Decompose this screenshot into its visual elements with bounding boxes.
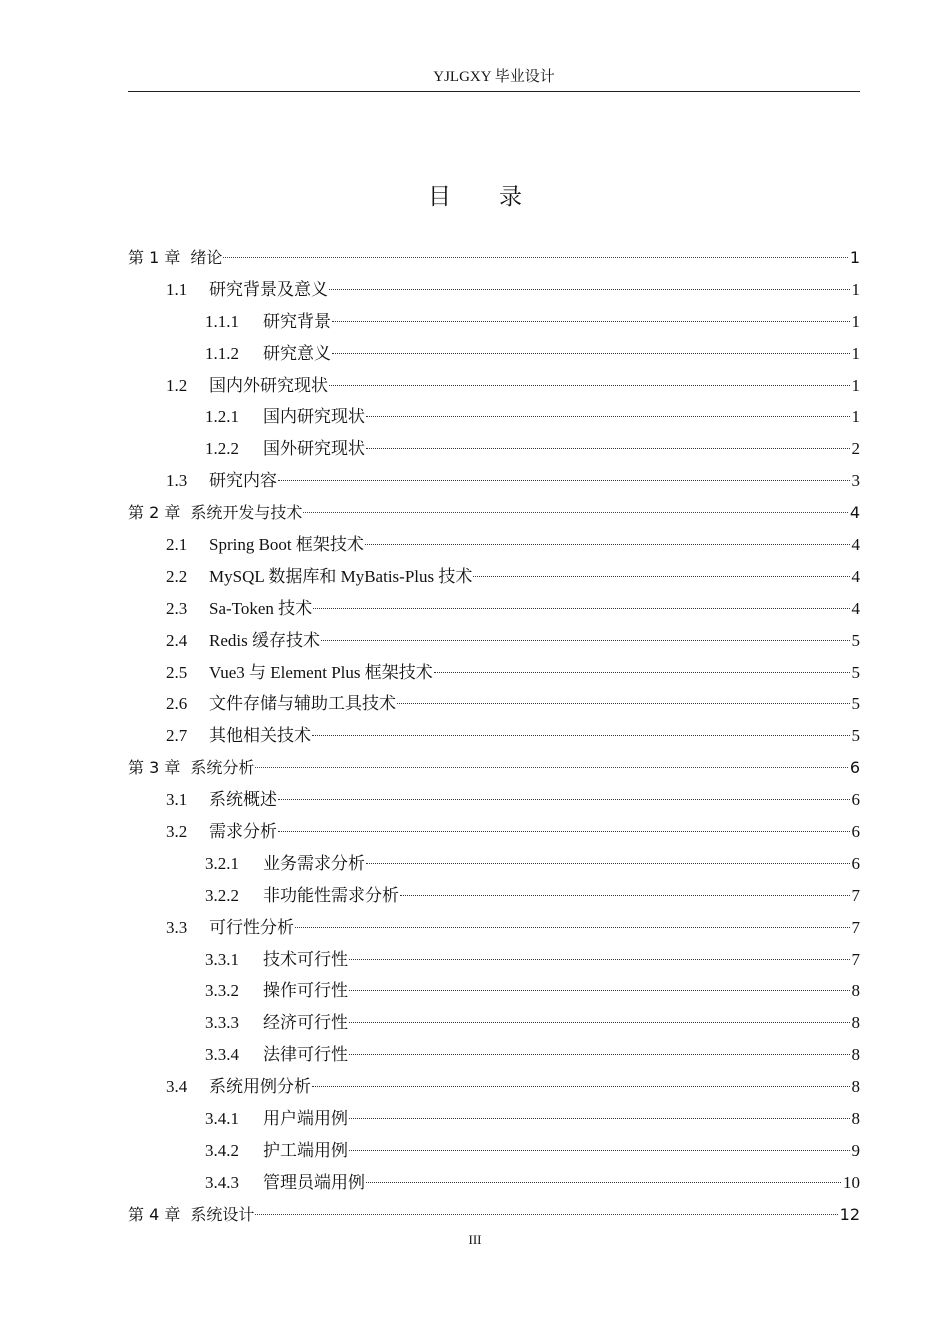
table-of-contents bbox=[128, 242, 860, 1231]
toc-entry-number: 3.3 bbox=[166, 917, 188, 937]
toc-entry-label: 需求分析 bbox=[209, 822, 277, 842]
toc-entry-number: 第 1 章 bbox=[128, 248, 181, 267]
toc-entry-label: 经济可行性 bbox=[263, 1013, 348, 1033]
toc-entry-label: 用户端用例 bbox=[263, 1109, 348, 1129]
toc-entry-page: 12 bbox=[839, 1204, 860, 1224]
toc-entry-label: 系统概述 bbox=[209, 790, 277, 810]
toc-entry-number: 1.3 bbox=[166, 471, 188, 491]
toc-entry[interactable] bbox=[128, 784, 860, 816]
toc-entry-number: 2.3 bbox=[166, 598, 188, 618]
toc-leader-dots bbox=[349, 959, 850, 960]
toc-leader-dots bbox=[223, 257, 847, 258]
toc-entry-label: 业务需求分析 bbox=[263, 853, 365, 873]
toc-entry-page: 2 bbox=[851, 439, 860, 459]
toc-entry-number: 2.4 bbox=[166, 630, 188, 650]
toc-entry-page: 7 bbox=[851, 885, 860, 905]
toc-entry-label: 操作可行性 bbox=[263, 981, 348, 1001]
toc-entry-label: 研究内容 bbox=[209, 471, 277, 491]
toc-entry-page: 6 bbox=[851, 790, 860, 810]
toc-entry-label: 研究背景及意义 bbox=[209, 279, 328, 299]
toc-leader-dots bbox=[255, 767, 847, 768]
toc-entry[interactable] bbox=[128, 1103, 860, 1135]
toc-entry[interactable] bbox=[128, 242, 860, 274]
toc-leader-dots bbox=[329, 385, 850, 386]
toc-leader-dots bbox=[329, 289, 850, 290]
toc-leader-dots bbox=[434, 672, 850, 673]
toc-entry-number: 3.4.2 bbox=[205, 1140, 239, 1160]
header-text: YJLGXY 毕业设计 bbox=[433, 69, 555, 85]
toc-entry-label: Spring Boot 框架技术 bbox=[209, 535, 364, 555]
toc-entry[interactable] bbox=[128, 975, 860, 1007]
toc-entry-label: 法律可行性 bbox=[263, 1045, 348, 1065]
toc-leader-dots bbox=[278, 831, 850, 832]
toc-leader-dots bbox=[349, 1022, 850, 1023]
toc-leader-dots bbox=[332, 353, 850, 354]
toc-entry-number: 2.5 bbox=[166, 662, 188, 682]
page-header bbox=[128, 66, 860, 92]
toc-entry-number: 2.7 bbox=[166, 726, 188, 746]
toc-title-char-2: 录 bbox=[499, 184, 522, 210]
toc-entry-label: 系统分析 bbox=[190, 758, 255, 778]
toc-leader-dots bbox=[349, 1118, 850, 1119]
toc-entry-page: 10 bbox=[843, 1172, 860, 1192]
toc-entry-number: 3.1 bbox=[166, 790, 188, 810]
toc-leader-dots bbox=[366, 416, 850, 417]
toc-entry[interactable] bbox=[128, 1167, 860, 1199]
toc-entry-number: 2.6 bbox=[166, 694, 188, 714]
toc-entry[interactable] bbox=[128, 912, 860, 944]
toc-entry-page: 1 bbox=[851, 375, 860, 395]
toc-entry[interactable] bbox=[128, 657, 860, 689]
toc-entry-label: Redis 缓存技术 bbox=[209, 630, 320, 650]
toc-entry-page: 5 bbox=[851, 694, 860, 714]
toc-entry[interactable] bbox=[128, 1199, 860, 1231]
toc-leader-dots bbox=[397, 703, 850, 704]
footer-page-number: III bbox=[468, 1232, 482, 1247]
toc-entry[interactable] bbox=[128, 529, 860, 561]
toc-entry[interactable] bbox=[128, 944, 860, 976]
toc-entry-number: 3.2.1 bbox=[205, 853, 239, 873]
toc-entry-number: 1.2.2 bbox=[205, 439, 239, 459]
toc-entry-page: 6 bbox=[851, 822, 860, 842]
toc-entry-number: 1.1.2 bbox=[205, 343, 239, 363]
page-footer bbox=[0, 1232, 950, 1248]
toc-entry-label: 研究背景 bbox=[263, 311, 331, 331]
toc-entry-page: 8 bbox=[851, 1077, 860, 1097]
toc-entry[interactable] bbox=[128, 1071, 860, 1103]
toc-entry-label: 系统开发与技术 bbox=[190, 503, 303, 523]
toc-entry-label: 可行性分析 bbox=[209, 917, 294, 937]
toc-leader-dots bbox=[332, 321, 850, 322]
toc-leader-dots bbox=[349, 1150, 850, 1151]
toc-entry-label: 非功能性需求分析 bbox=[263, 885, 399, 905]
toc-entry-number: 3.4 bbox=[166, 1077, 188, 1097]
toc-entry-number: 3.3.2 bbox=[205, 981, 239, 1001]
toc-entry-page: 4 bbox=[851, 598, 860, 618]
toc-entry-page: 1 bbox=[849, 248, 860, 267]
toc-entry-page: 5 bbox=[851, 726, 860, 746]
toc-leader-dots bbox=[349, 1054, 850, 1055]
toc-leader-dots bbox=[313, 608, 849, 609]
toc-leader-dots bbox=[473, 576, 849, 577]
toc-leader-dots bbox=[295, 927, 850, 928]
toc-entry-number: 2.1 bbox=[166, 535, 188, 555]
toc-leader-dots bbox=[366, 863, 850, 864]
toc-title-char-1: 目 bbox=[428, 184, 451, 210]
toc-leader-dots bbox=[349, 990, 850, 991]
toc-leader-dots bbox=[303, 512, 847, 513]
toc-entry-label: 国外研究现状 bbox=[263, 439, 365, 459]
toc-entry-page: 8 bbox=[851, 981, 860, 1001]
toc-leader-dots bbox=[366, 448, 850, 449]
toc-entry-page: 7 bbox=[851, 949, 860, 969]
toc-leader-dots bbox=[278, 480, 850, 481]
toc-entry-label: MySQL 数据库和 MyBatis-Plus 技术 bbox=[209, 566, 473, 586]
toc-entry-page: 4 bbox=[851, 566, 860, 586]
toc-leader-dots bbox=[312, 735, 850, 736]
toc-entry-number: 3.3.3 bbox=[205, 1013, 239, 1033]
toc-entry[interactable] bbox=[128, 625, 860, 657]
toc-entry-number: 3.2 bbox=[166, 822, 188, 842]
toc-entry-number: 1.1 bbox=[166, 279, 188, 299]
toc-leader-dots bbox=[255, 1214, 837, 1215]
toc-entry-label: 系统设计 bbox=[190, 1204, 255, 1224]
toc-entry-label: 国内研究现状 bbox=[263, 407, 365, 427]
toc-entry[interactable] bbox=[128, 720, 860, 752]
toc-leader-dots bbox=[365, 544, 850, 545]
toc-leader-dots bbox=[321, 640, 850, 641]
toc-entry-page: 8 bbox=[851, 1109, 860, 1129]
toc-entry-label: 其他相关技术 bbox=[209, 726, 311, 746]
toc-leader-dots bbox=[312, 1086, 850, 1087]
toc-entry-label: 研究意义 bbox=[263, 343, 331, 363]
toc-entry[interactable] bbox=[128, 593, 860, 625]
toc-leader-dots bbox=[400, 895, 850, 896]
toc-entry[interactable] bbox=[128, 561, 860, 593]
toc-entry-number: 第 3 章 bbox=[128, 758, 181, 778]
toc-entry-page: 5 bbox=[851, 662, 860, 682]
toc-entry[interactable] bbox=[128, 1039, 860, 1071]
toc-entry[interactable] bbox=[128, 497, 860, 529]
toc-entry[interactable] bbox=[128, 306, 860, 338]
toc-entry-label: 国内外研究现状 bbox=[209, 375, 328, 395]
toc-entry-label: 文件存储与辅助工具技术 bbox=[209, 694, 396, 714]
toc-entry[interactable] bbox=[128, 433, 860, 465]
toc-entry-number: 1.1.1 bbox=[205, 311, 239, 331]
toc-entry-page: 4 bbox=[851, 535, 860, 555]
toc-entry-label: 技术可行性 bbox=[263, 949, 348, 969]
toc-entry-number: 3.3.4 bbox=[205, 1045, 239, 1065]
toc-entry[interactable] bbox=[128, 752, 860, 784]
toc-entry-page: 8 bbox=[851, 1045, 860, 1065]
toc-entry-page: 9 bbox=[851, 1140, 860, 1160]
toc-entry-label: Sa-Token 技术 bbox=[209, 598, 313, 618]
toc-entry-page: 1 bbox=[851, 407, 860, 427]
toc-entry[interactable] bbox=[128, 465, 860, 497]
toc-entry-page: 4 bbox=[849, 503, 860, 523]
toc-entry-number: 第 2 章 bbox=[128, 503, 181, 523]
toc-entry[interactable] bbox=[128, 274, 860, 306]
toc-entry[interactable] bbox=[128, 880, 860, 912]
toc-entry-number: 3.4.1 bbox=[205, 1109, 239, 1129]
toc-entry-label: 护工端用例 bbox=[263, 1140, 348, 1160]
toc-entry[interactable] bbox=[128, 401, 860, 433]
toc-entry-page: 6 bbox=[851, 853, 860, 873]
toc-leader-dots bbox=[278, 799, 850, 800]
toc-entry-page: 3 bbox=[851, 471, 860, 491]
toc-entry-number: 3.4.3 bbox=[205, 1172, 239, 1192]
toc-entry-number: 3.2.2 bbox=[205, 885, 239, 905]
toc-entry[interactable] bbox=[128, 338, 860, 370]
toc-entry-number: 第 4 章 bbox=[128, 1204, 181, 1224]
toc-entry-label: 系统用例分析 bbox=[209, 1077, 311, 1097]
toc-entry-page: 8 bbox=[851, 1013, 860, 1033]
toc-entry[interactable] bbox=[128, 688, 860, 720]
toc-entry-number: 2.2 bbox=[166, 566, 188, 586]
toc-entry-page: 7 bbox=[851, 917, 860, 937]
toc-entry[interactable] bbox=[128, 370, 860, 402]
toc-entry-page: 5 bbox=[851, 630, 860, 650]
toc-entry-page: 1 bbox=[851, 343, 860, 363]
toc-entry-page: 6 bbox=[849, 758, 860, 778]
toc-entry-label: 绪论 bbox=[190, 248, 223, 267]
toc-entry[interactable] bbox=[128, 1135, 860, 1167]
toc-entry-number: 1.2 bbox=[166, 375, 188, 395]
toc-entry-number: 1.2.1 bbox=[205, 407, 239, 427]
toc-entry[interactable] bbox=[128, 1007, 860, 1039]
toc-entry-label: Vue3 与 Element Plus 框架技术 bbox=[209, 662, 433, 682]
toc-entry-page: 1 bbox=[851, 311, 860, 331]
toc-entry-label: 管理员端用例 bbox=[263, 1172, 365, 1192]
toc-entry-page: 1 bbox=[851, 279, 860, 299]
toc-entry-number: 3.3.1 bbox=[205, 949, 239, 969]
toc-title bbox=[0, 178, 950, 211]
toc-leader-dots bbox=[366, 1182, 841, 1183]
toc-entry[interactable] bbox=[128, 848, 860, 880]
toc-entry[interactable] bbox=[128, 816, 860, 848]
